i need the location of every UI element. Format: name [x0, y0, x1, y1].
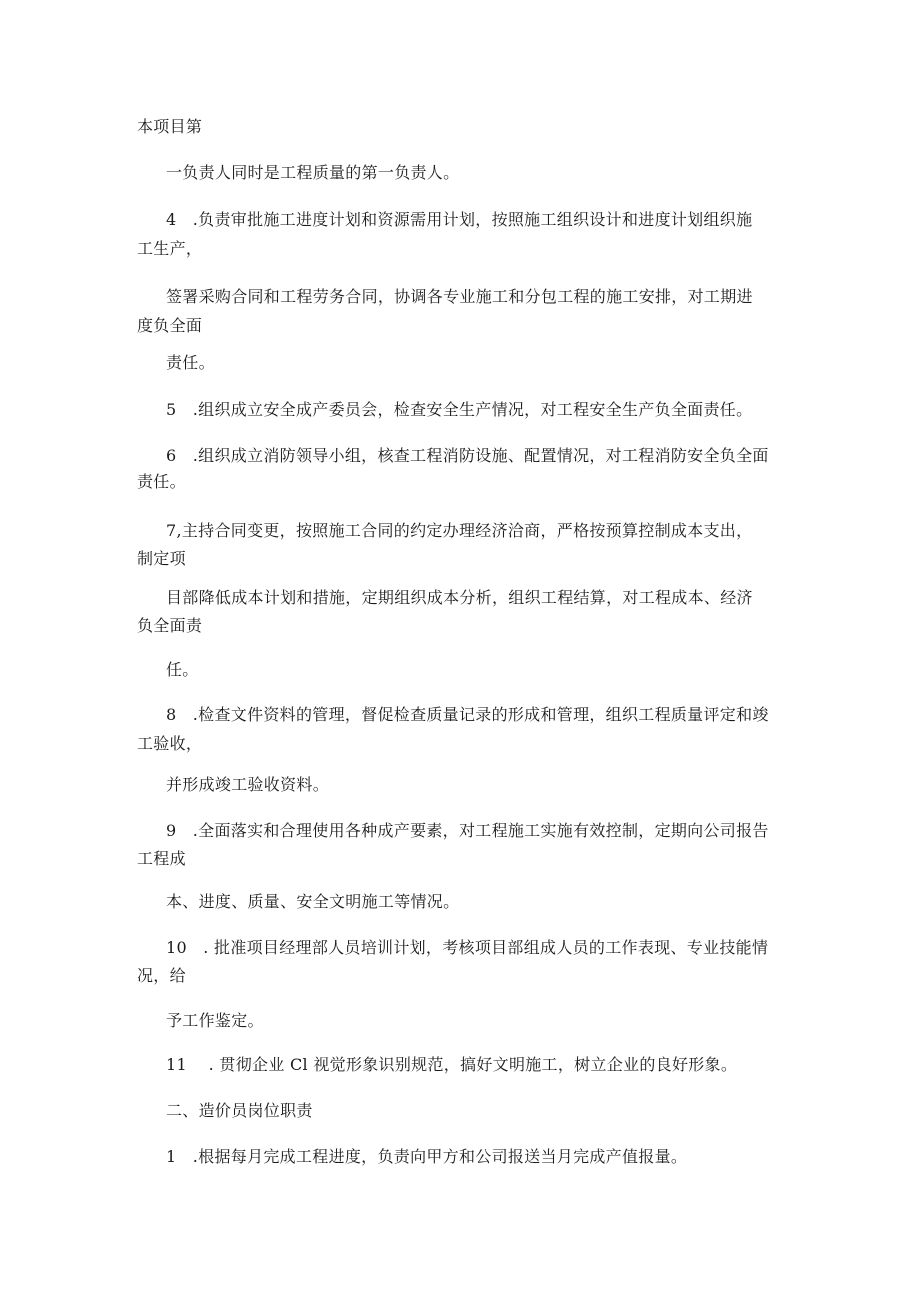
- text-line: 责任。: [166, 353, 215, 372]
- list-item-10-line-1: 10 . 批准项目经理部人员培训计划，考核项目部组成人员的工作表现、专业技能情: [166, 938, 769, 957]
- list-item-7-line-2: 制定项: [137, 549, 186, 568]
- list-item-4-line-2: 工生产，: [137, 239, 203, 258]
- text-line: 签署采购合同和工程劳务合同，协调各专业施工和分包工程的施工安排，对工期进: [166, 287, 753, 306]
- list-item-5: 5 .组织成立安全成产委员会，检查安全生产情况，对工程安全生产负全面责任。: [166, 400, 753, 419]
- section-heading: 二、造价员岗位职责: [166, 1101, 313, 1120]
- text-line: 目部降低成本计划和措施，定期组织成本分析，组织工程结算，对工程成本、经济: [166, 588, 753, 607]
- list-item-11: 11 . 贯彻企业 Cl 视觉形象识别规范，搞好文明施工，树立企业的良好形象。: [166, 1055, 738, 1074]
- list-item-9-line-2: 工程成: [137, 849, 186, 868]
- list-item-6-line-1: 6 .组织成立消防领导小组，核查工程消防设施、配置情况，对工程消防安全负全面: [166, 446, 769, 465]
- list-item-8-line-2: 工验收，: [137, 734, 203, 753]
- text-line: 予工作鉴定。: [166, 1011, 264, 1030]
- text-line: 并形成竣工验收资料。: [166, 775, 330, 794]
- list-item-10-line-2: 况，给: [137, 966, 186, 985]
- list-item-7-line-1: 7,主持合同变更，按照施工合同的约定办理经济洽商，严格按预算控制成本支出，: [166, 521, 753, 540]
- text-line: 本、进度、质量、安全文明施工等情况。: [166, 892, 460, 911]
- text-line: 任。: [166, 660, 199, 679]
- text-line: 一负责人同时是工程质量的第一负责人。: [166, 163, 460, 182]
- text-line: 本项目第: [137, 117, 203, 136]
- list-item-9-line-1: 9 .全面落实和合理使用各种成产要素，对工程施工实施有效控制，定期向公司报告: [166, 821, 769, 840]
- text-line: 负全面责: [137, 616, 203, 635]
- list-item-8-line-1: 8 .检查文件资料的管理，督促检查质量记录的形成和管理，组织工程质量评定和竣: [166, 705, 769, 724]
- list-item-1: 1 .根据每月完成工程进度，负责向甲方和公司报送当月完成产值报量。: [166, 1147, 688, 1166]
- list-item-4-line-1: 4 .负责审批施工进度计划和资源需用计划，按照施工组织设计和进度计划组织施: [166, 210, 753, 229]
- text-line: 度负全面: [137, 316, 203, 335]
- list-item-6-line-2: 责任。: [137, 472, 186, 491]
